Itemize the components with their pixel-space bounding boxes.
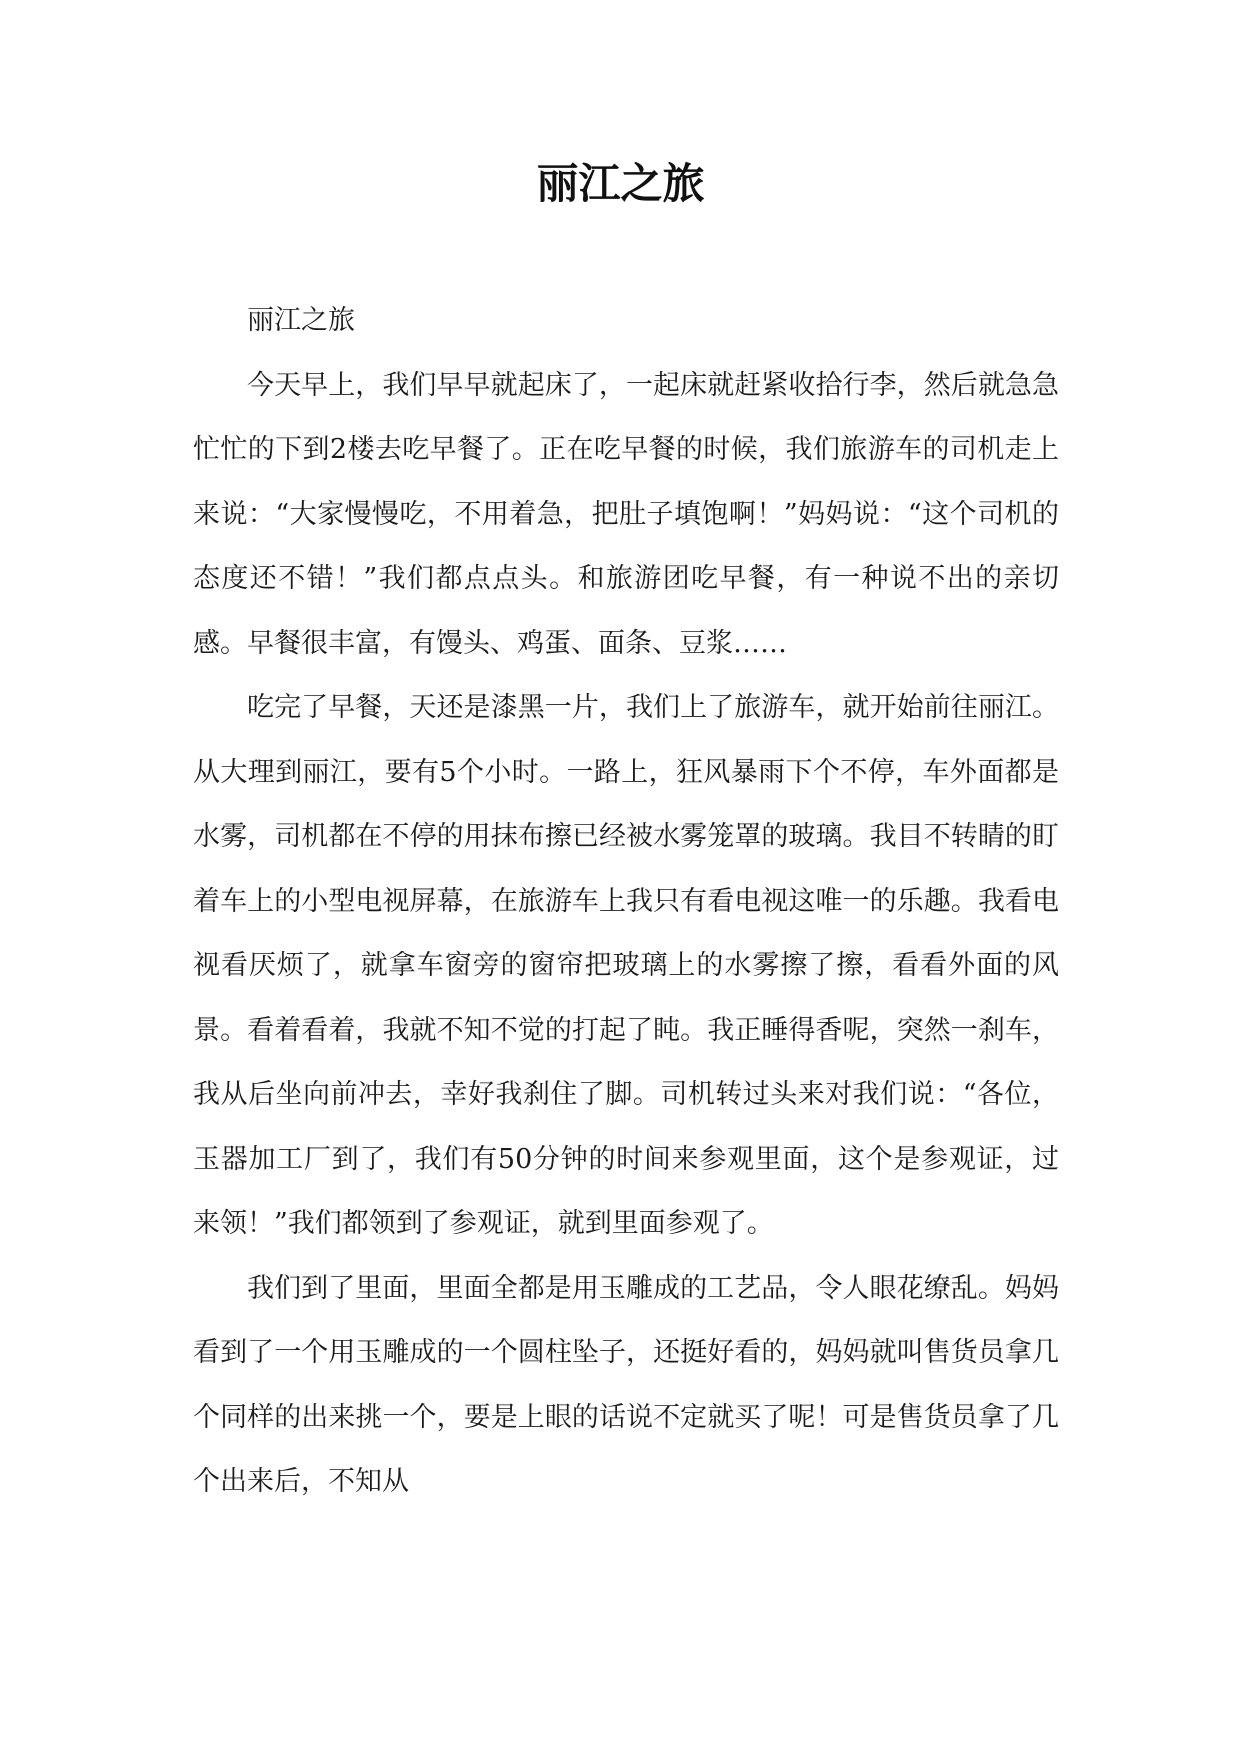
- paragraph-subtitle: 丽江之旅: [247, 305, 355, 336]
- paragraph-3: 我们到了里面，里面全都是用玉雕成的工艺品，令人眼花缭乱。妈妈看到了一个用玉雕成的一个圆柱坠子，还挺好看的，妈妈就叫售货员拿几个同样的出来挑一个，要是上眼的话说不定就买了呢！可是售货员拿了几个出来后，不知从: [193, 1272, 1059, 1497]
- document-body: [193, 289, 1059, 1515]
- document-title: 丽江之旅: [536, 159, 705, 208]
- paragraph-1: 今天早上，我们早早就起床了，一起床就赶紧收拾行李，然后就急急忙忙的下到2楼去吃早餐了。正在吃早餐的时候，我们旅游车的司机走上来说：“大家慢慢吃，不用着急，把肚子填饱啊！”妈妈说：“这个司机的态度还不错！”我们都点点头。和旅游团吃早餐，有一种说不出的亲切感。早餐很丰富，有馒头、鸡蛋、面条、豆浆……: [193, 369, 1059, 659]
- paragraph-2: 吃完了早餐，天还是漆黑一片，我们上了旅游车，就开始前往丽江。从大理到丽江，要有5个小时。一路上，狂风暴雨下个不停，车外面都是水雾，司机都在不停的用抹布擦已经被水雾笼罩的玻璃。我目不转睛的盯着车上的小型电视屏幕，在旅游车上我只有看电视这唯一的乐趣。我看电视看厌烦了，就拿车窗旁的窗帘把玻璃上的水雾擦了擦，看看外面的风景。看着看着，我就不知不觉的打起了盹。我正睡得香呢，突然一刹车，我从后坐向前冲去，幸好我刹住了脚。司机转过头来对我们说：“各位，玉器加工厂到了，我们有50分钟的时间来参观里面，这个是参观证，过来领！”我们都领到了参观证，就到里面参观了。: [193, 692, 1059, 1239]
